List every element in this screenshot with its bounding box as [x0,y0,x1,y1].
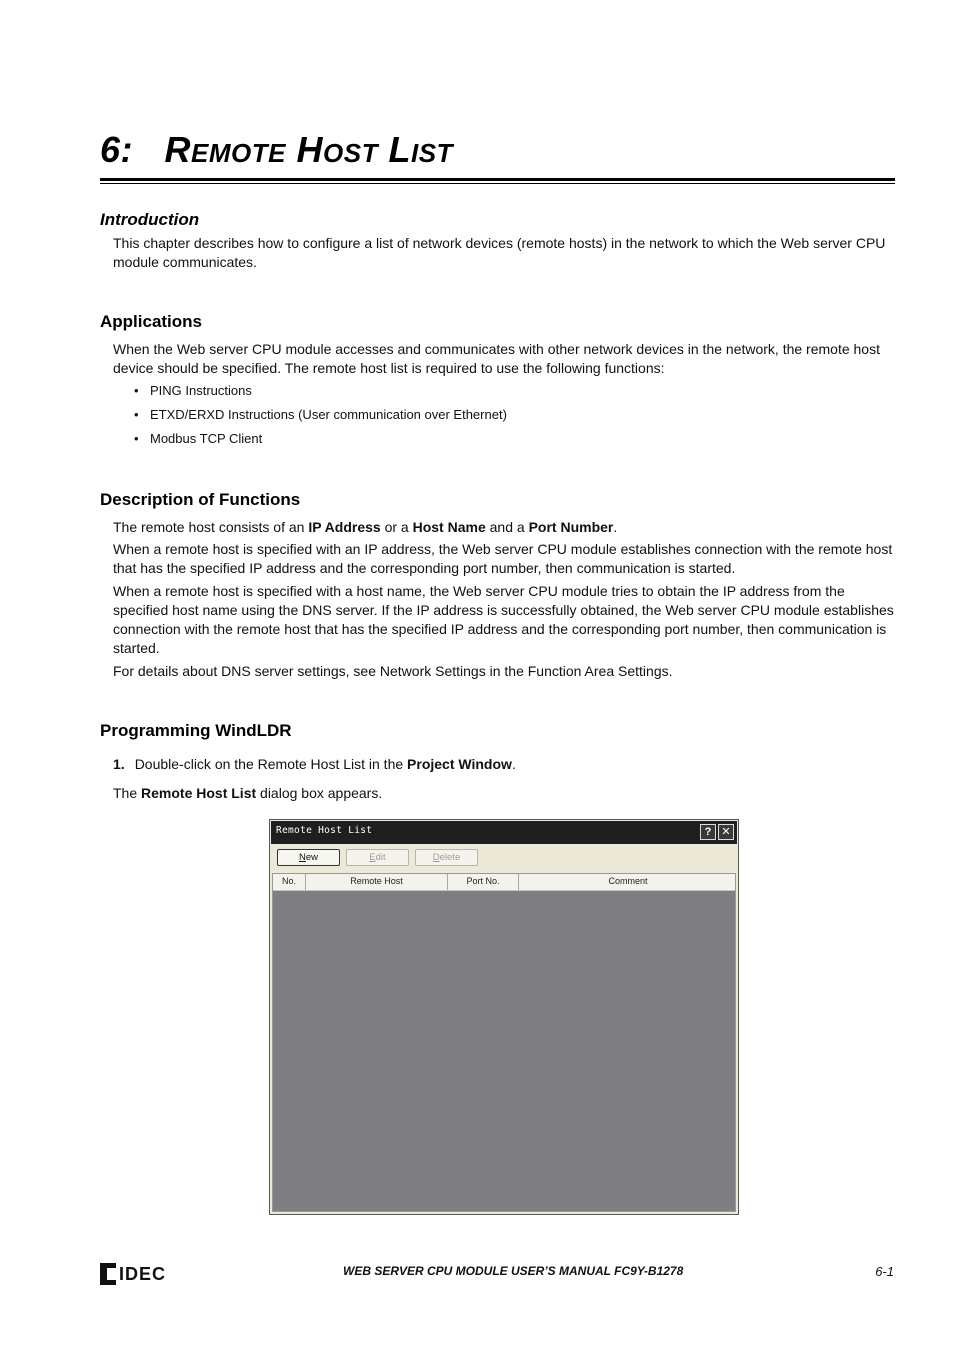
chapter-title: 6: REMOTE HOST LIST [100,129,453,170]
new-button[interactable]: New [277,849,340,866]
idec-logo: IDEC [100,1263,166,1285]
introduction-text: This chapter describes how to configure a list of network devices (remote hosts) in the network to which the Web server CPU module communicates. [113,235,886,270]
applications-text: When the Web server CPU module accesses and communicates with other network devices in the network, the remote host device should be specified. The remote host list is required to use the following functions: [113,341,880,376]
programming-step-1: 1. Double-click on the Remote Host List in the Project Window. [113,756,516,772]
title-rule-thin [100,183,895,184]
programming-after-step: The Remote Host List dialog box appears. [113,785,383,801]
dialog-titlebar [271,821,737,844]
description-p3: When a remote host is specified with a host name, the Web server CPU module tries to obtain the IP address from the specified host name using the DNS server. If the IP address is successfully obtained, the Web server CPU module establishes connection with the remote host that has the specified IP address and the corresponding port number, then communication is started. [113,583,894,656]
footer-manual-title: WEB SERVER CPU MODULE USER’S MANUAL FC9Y-B1278 [343,1264,684,1278]
title-rule [100,178,895,181]
list-item: • PING Instructions [133,382,507,406]
column-header-comment[interactable]: Comment [608,876,648,886]
programming-heading: Programming WindLDR [100,721,292,740]
help-icon[interactable]: ? [700,824,716,840]
dialog-title: Remote Host List [276,825,373,836]
list-item: • ETXD/ERXD Instructions (User communication over Ethernet) [133,406,507,430]
description-p2: When a remote host is specified with an IP address, the Web server CPU module establishes connection with the remote host that has the specified IP address and the corresponding port number, then communication is started. [113,541,893,576]
table-header [273,874,735,891]
column-header-no[interactable]: No. [273,874,306,890]
description-p1: The remote host consists of an IP Address or a Host Name and a Port Number. [113,519,618,535]
column-header-port-no[interactable]: Port No. [448,874,519,890]
idec-logo-mark [100,1263,116,1285]
list-item: • Modbus TCP Client [133,430,507,454]
applications-list [133,382,507,454]
applications-heading: Applications [100,312,203,331]
edit-button[interactable]: Edit [346,849,409,866]
introduction-heading: Introduction [100,210,200,229]
column-header-remote-host[interactable]: Remote Host [306,874,448,890]
remote-host-list-dialog [269,819,739,1215]
dialog-toolbar [270,846,738,870]
close-icon[interactable]: ✕ [718,824,734,840]
delete-button[interactable]: Delete [415,849,478,866]
remote-host-table[interactable] [272,873,736,1212]
description-p4: For details about DNS server settings, see Network Settings in the Function Area Settings. [113,663,673,679]
footer-page-number: 6-1 [875,1264,894,1279]
description-heading: Description of Functions [100,490,301,509]
